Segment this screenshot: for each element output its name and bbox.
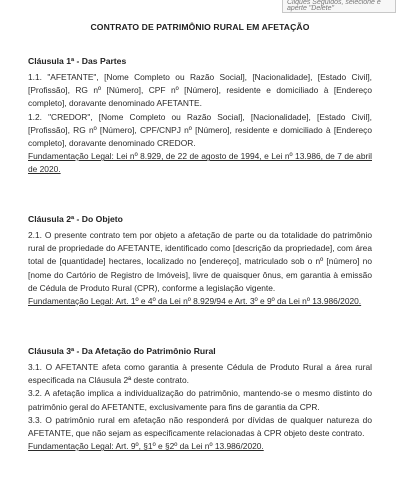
clause-3-paragraph-2: 3.2. A afetação implica a individualização do patrimônio, mantendo-se o mesmo distinto do patrimônio geral do AFETANTE, exclusivamente para fins de garantia da CPR.: [28, 388, 372, 412]
clause-1-paragraph-2: 1.2. "CREDOR", [Nome Completo ou Razão Social], [Nacionalidade], [Estado Civil], [Profissão], RG nº [Número], CPF/CNPJ nº [Número], residente e domiciliado à [Endereço completo], doravante denominado CREDOR.: [28, 111, 372, 149]
document-title: CONTRATO DE PATRIMÔNIO RURAL EM AFETAÇÃO: [90, 22, 310, 32]
delete-hint-note: [282, 0, 396, 13]
clause-2-paragraph-1: 2.1. O presente contrato tem por objeto a afetação de parte ou da totalidade do patrimônio rural de propriedade do AFETANTE, identificado como [descrição da propriedade], com área total de [quantidade] hectares, localizado no [endereço], matriculado sob o nº [número] no [nome do Cartório de Registro de Imóveis], livre de quaisquer ônus, em garantia à emissão de Cédula de Produto Rural (CPR), conforme a legislação vigente.: [28, 230, 372, 293]
clause-3-legal-basis: Fundamentação Legal: Art. 9º, §1º e §2º da Lei nº 13.986/2020.: [28, 441, 264, 452]
clause-3-paragraph-3: 3.3. O patrimônio rural em afetação não responderá por dívidas de qualquer natureza do AFETANTE, que não sejam as especificamente relacionadas à CPR objeto deste contrato.: [28, 414, 372, 439]
clause-2: [28, 212, 372, 308]
clause-2-legal-basis: Fundamentação Legal: Art. 1º e 4º da Lei nº 8.929/94 e Art. 3º e 9º da Lei nº 13.986/2020.: [28, 296, 362, 307]
clause-1-legal-basis: Fundamentação Legal: Lei nº 8.929, de 22 de agosto de 1994, e Lei nº 13.986, de 7 de abril de 2020.: [28, 151, 372, 175]
clause-3-paragraph-1: 3.1. O AFETANTE afeta como garantia à presente Cédula de Produto Rural a área rural especificada na Cláusula 2ª deste contrato.: [28, 362, 372, 386]
clause-3: [28, 344, 372, 453]
delete-hint-line-1: Cliques Seguidos, selecione e: [287, 0, 381, 6]
delete-hint-line-2: aperte "Delete": [287, 5, 334, 12]
clause-3-heading: Cláusula 3ª - Da Afetação do Patrimônio Rural: [28, 346, 216, 356]
clause-1-heading: Cláusula 1ª - Das Partes: [28, 56, 127, 66]
clause-1: [28, 54, 372, 177]
clause-2-heading: Cláusula 2ª - Do Objeto: [28, 214, 123, 224]
clause-1-paragraph-1: 1.1. "AFETANTE", [Nome Completo ou Razão Social], [Nacionalidade], [Estado Civil], [Profissão], RG nº [Número], CPF nº [Número], residente e domiciliado à [Endereço completo], doravante denominado AFETANTE.: [28, 72, 372, 109]
